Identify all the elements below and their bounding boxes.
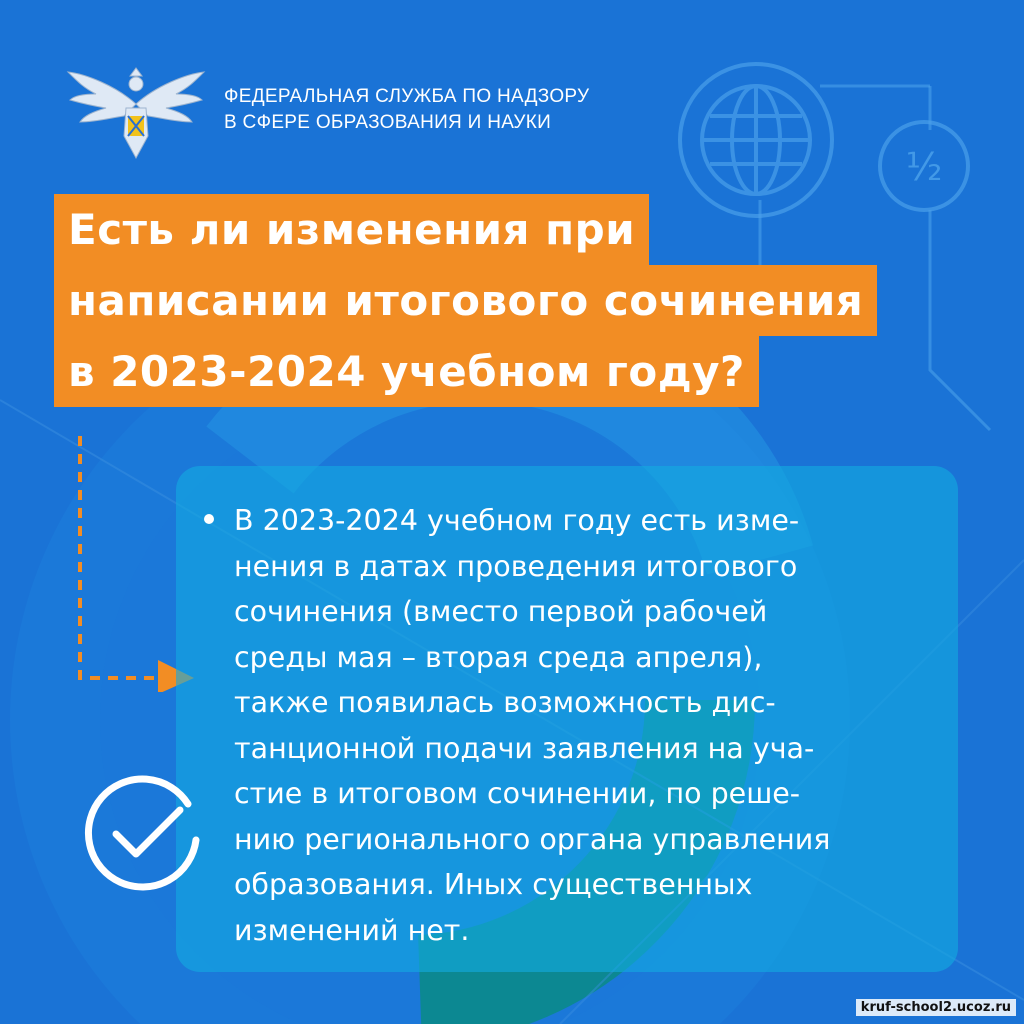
answer-line: стие в итоговом сочинении, по реше- (234, 777, 801, 810)
answer-line: нения в датах проведения итогового (234, 549, 798, 583)
eagle-emblem-icon (66, 66, 206, 166)
org-name (224, 84, 589, 136)
fraction-badge (876, 118, 972, 214)
answer-line: сочинения (вместо первой рабочей (234, 595, 768, 628)
title-line: Есть ли изменения при (54, 194, 649, 265)
answer-line: нию регионального органа управления (234, 822, 831, 856)
org-name-line: В СФЕРЕ ОБРАЗОВАНИЯ И НАУКИ (224, 112, 552, 133)
check-circle-icon (80, 770, 206, 896)
answer-line: также появилась возможность дис- (234, 686, 776, 719)
org-name-line: ФЕДЕРАЛЬНАЯ СЛУЖБА ПО НАДЗОРУ (224, 86, 590, 107)
watermark: kruf-school2.ucoz.ru (856, 999, 1016, 1016)
answer-line: изменений нет. (234, 913, 470, 947)
bullet-dot (204, 514, 214, 524)
answer-line: среды мая – вторая среда апреля), (234, 640, 763, 674)
answer-text (234, 498, 830, 953)
header (66, 66, 666, 166)
page-title (54, 194, 877, 407)
title-line: написании итогового сочинения (54, 265, 877, 336)
fraction-label: ½ (905, 145, 943, 189)
title-line: в 2023-2024 учебном году? (54, 336, 759, 407)
answer-line: образования. Иных существенных (234, 868, 753, 901)
answer-line: В 2023-2024 учебном году есть изме- (234, 504, 800, 537)
answer-line: танционной подачи заявления на уча- (234, 731, 815, 765)
